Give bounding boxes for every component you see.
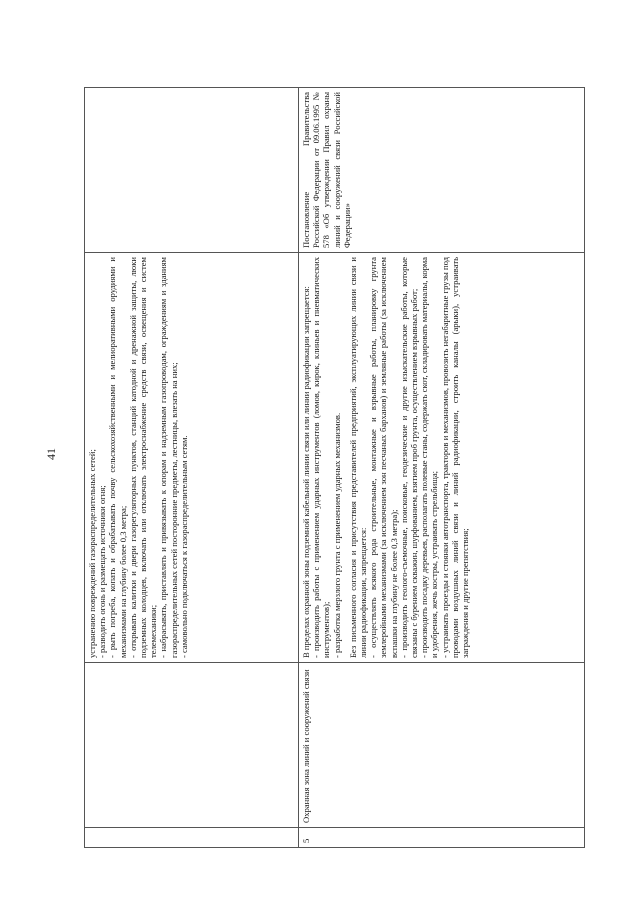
zone-name-cell: Охранная зона линий и сооружений связи <box>299 663 585 828</box>
restrictions-cell-gas <box>85 253 299 663</box>
restriction-line: - открывать калитки и двери газорегуляторных пунктов, станций катодной и дренажной защиты, люки подземных колодцев, включать или отключать электроснабжение средств связи, освещения и систем телемеханики; <box>127 257 159 658</box>
legal-source-cell: Постановление Правительства Российской Федерации от 09.06.1995 № 578 «Об утверждении Правил охраны линий и сооружений связи Российской Федерации» <box>299 88 585 253</box>
restriction-line: В пределах охранной зоны подземной кабельной линии связи или линии радиофикации запрещается: <box>301 286 311 658</box>
table-row-communications <box>299 88 585 848</box>
table-row-continuation <box>85 88 299 848</box>
source-cell-empty <box>85 88 299 253</box>
zone-name-cell-empty <box>85 663 299 828</box>
row-number-cell: 5 <box>299 828 585 848</box>
page-number: 41 <box>44 448 58 460</box>
restriction-line: - разработка мерзлого грунта с применением ударных механизмов. <box>331 412 342 658</box>
restriction-line: - производить посадку деревьев, располагать полевые станы, содержать скот, складировать материалы, корма и удобрения, жечь костры, устраивать стрельбища; <box>419 257 440 658</box>
restriction-line: - производить геолого-съемочные, поисковые, геодезические и другие изыскательские работы, которые связаны с бурением скважин, шурфованием, взятием проб грунта, осуществлением взрывных работ; <box>398 257 420 658</box>
restriction-line: - рыть погреба, копать и обрабатывать почву сельскохозяйственными и мелиоративными орудиями и механизмами на глубину более 0,3 метра; <box>107 257 128 658</box>
restrictions-table-rotated <box>84 88 584 848</box>
restriction-line: - разводить огонь и размещать источники огня; <box>97 485 108 658</box>
restriction-line: Без письменного согласия и присутствия представителей предприятий, эксплуатирующих линии связи и линии радиофикации, запрещается: <box>347 257 369 658</box>
restriction-line: - самовольно подключаться к газораспределительным сетям. <box>178 435 189 658</box>
restriction-line: - производить работы с применением ударных инструментов (ломов, кирок, клиньев и пневматических инструментов); <box>311 257 332 658</box>
restrictions-cell-communications <box>299 253 585 663</box>
restriction-line: устранению повреждений газораспределительных сетей; <box>87 449 97 658</box>
row-number-cell-empty <box>85 828 299 848</box>
restriction-line: - осуществлять всякого рода строительные, монтажные и взрывные работы, планировку грунта землеройными механизмами (за исключением зон песчаных барханов) и земляные работы (за исключением вспашки на глубину не более 0,3 метра); <box>368 257 399 658</box>
restriction-line: - устраивать проезды и стоянки автотранспорта, тракторов и механизмов, провозить негабаритные грузы под проводами воздушных линий связи и линий радиофикации, строить каналы (арыки), устраивать заграждения и другие препятствия; <box>439 257 471 658</box>
restrictions-table <box>84 87 585 848</box>
restriction-line: - набрасывать, приставлять и привязывать к опорам и надземным газопроводам, ограждениям и зданиям газораспределительных сетей посторонние предметы, лестницы, влезать на них; <box>158 257 179 658</box>
